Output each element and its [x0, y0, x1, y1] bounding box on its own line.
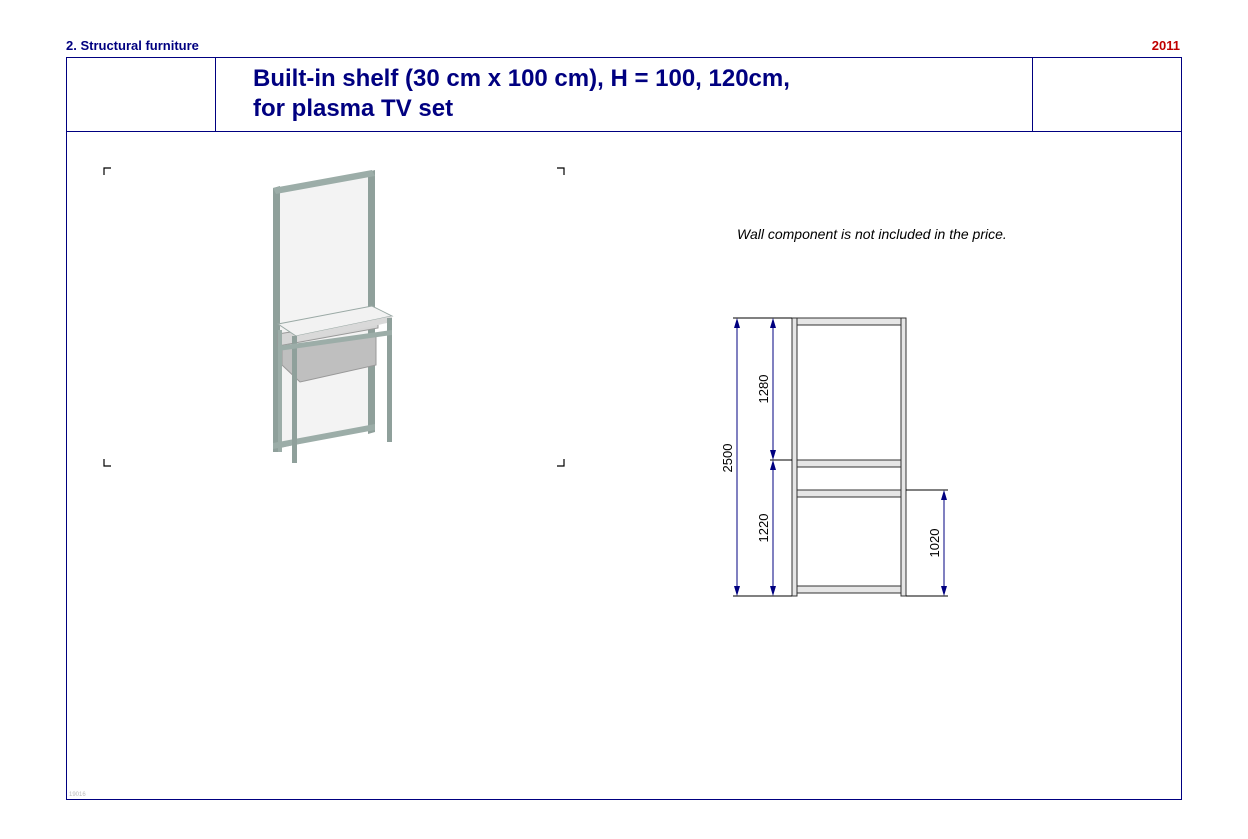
dim-total-height: 2500 [720, 443, 735, 473]
dim-upper-height: 1280 [756, 374, 771, 404]
title-line-2: for plasma TV set [253, 95, 454, 122]
title-line-1: Built-in shelf (30 cm x 100 cm), H = 100, 120cm, [253, 65, 790, 92]
section-label: 2. Structural furniture [66, 38, 199, 53]
shelf-3d-view [273, 170, 392, 463]
elevation-drawing [792, 318, 906, 596]
dim-lower-height: 1220 [756, 513, 771, 543]
dim-shelf-height: 1020 [927, 528, 942, 558]
dimension-lines [733, 318, 948, 596]
year-label: 2011 [1151, 38, 1180, 53]
price-note: Wall component is not included in the price. [737, 226, 1007, 242]
footer-code: 19016 [69, 792, 86, 798]
dimension-arrows [734, 318, 947, 596]
